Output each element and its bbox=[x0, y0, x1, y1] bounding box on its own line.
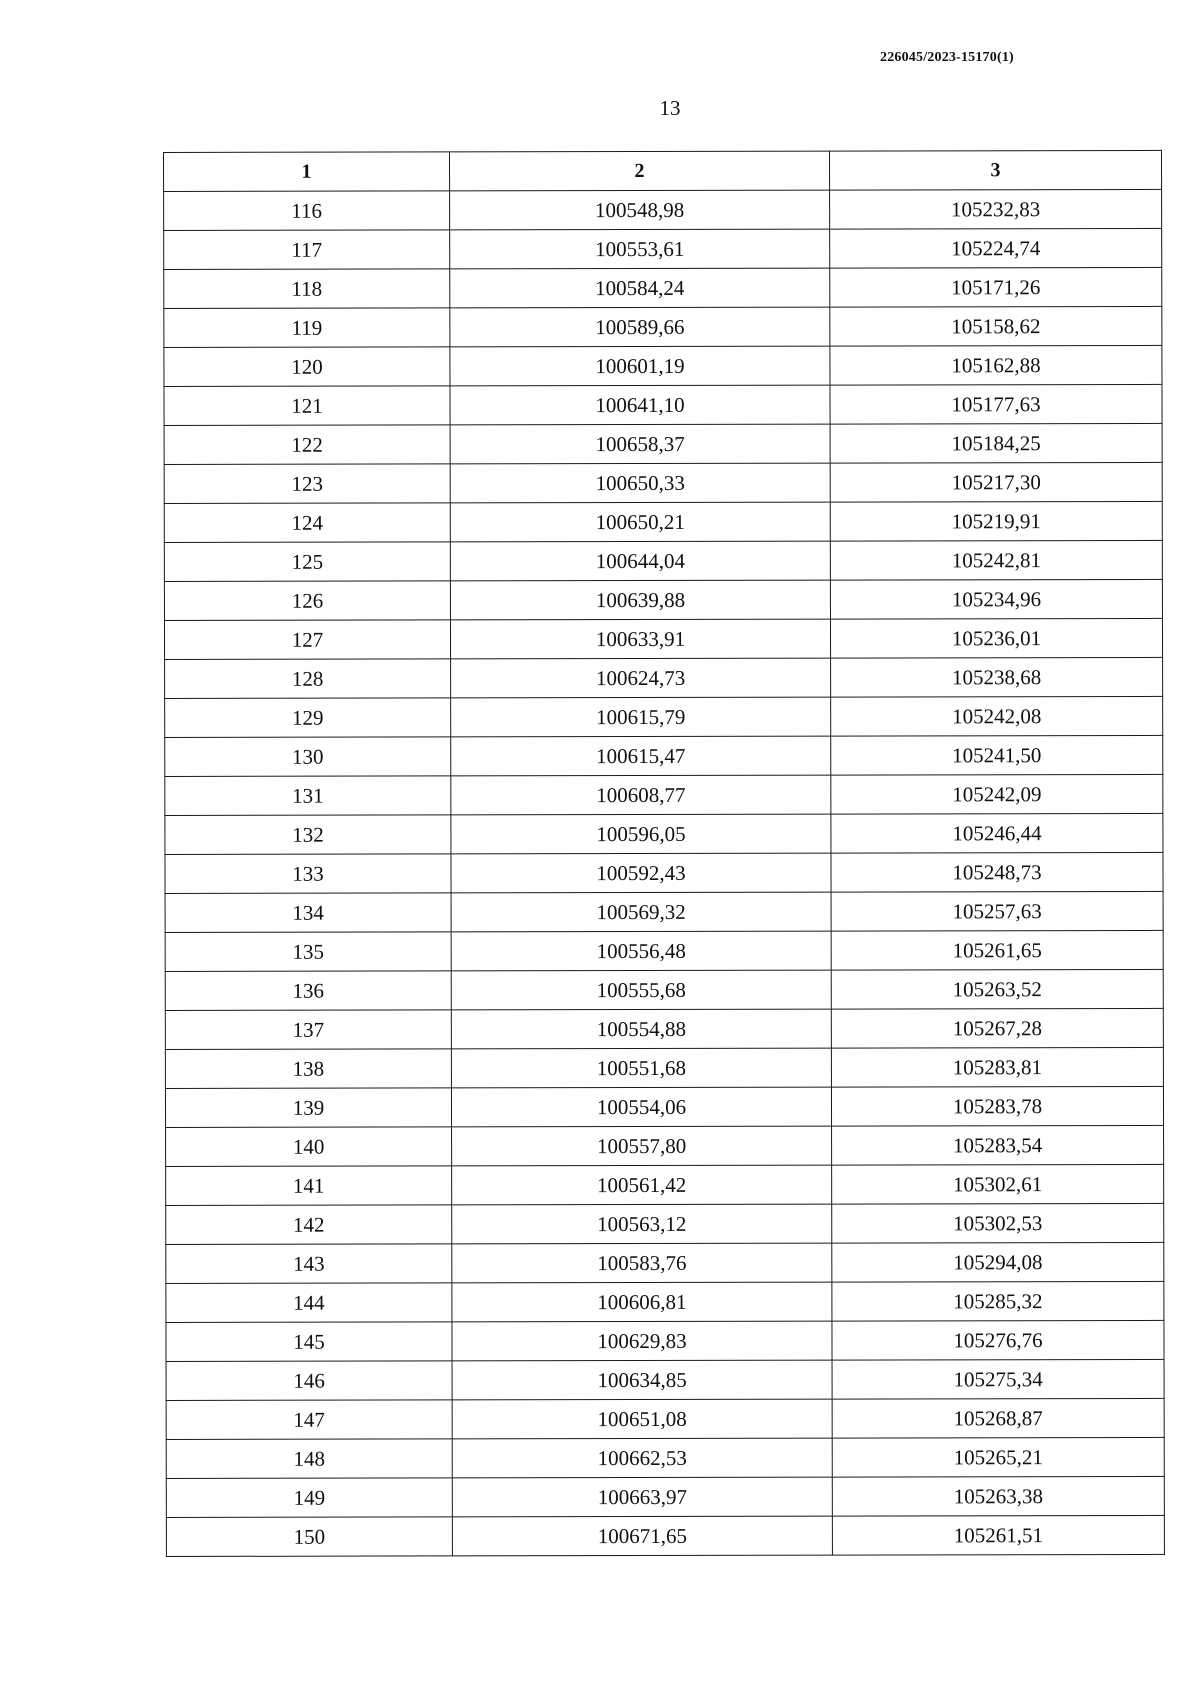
point-number-cell: 117 bbox=[164, 230, 450, 270]
table-row bbox=[164, 540, 1162, 581]
coordinate-x-cell: 100556,48 bbox=[451, 931, 831, 971]
coordinate-x-cell: 100624,73 bbox=[451, 658, 831, 698]
coordinate-x-cell: 100553,61 bbox=[450, 229, 830, 269]
table-row bbox=[166, 1320, 1164, 1361]
coordinate-y-cell: 105265,21 bbox=[832, 1437, 1164, 1477]
point-number-cell: 132 bbox=[165, 815, 451, 855]
table-row bbox=[165, 969, 1163, 1010]
coordinate-x-cell: 100629,83 bbox=[452, 1321, 832, 1361]
table-row bbox=[166, 1164, 1164, 1205]
page-number: 13 bbox=[659, 96, 681, 120]
table-row bbox=[165, 774, 1163, 815]
coordinate-y-cell: 105158,62 bbox=[830, 306, 1162, 346]
point-number-cell: 139 bbox=[165, 1088, 451, 1128]
coordinate-x-cell: 100658,37 bbox=[450, 424, 830, 464]
coordinate-x-cell: 100584,24 bbox=[450, 268, 830, 308]
point-number-cell: 124 bbox=[164, 503, 450, 543]
coordinate-x-cell: 100650,21 bbox=[450, 502, 830, 542]
table-row bbox=[166, 1281, 1164, 1322]
point-number-cell: 145 bbox=[166, 1322, 452, 1362]
coordinate-y-cell: 105261,65 bbox=[831, 930, 1163, 970]
coordinate-x-cell: 100589,66 bbox=[450, 307, 830, 347]
coordinate-x-cell: 100583,76 bbox=[452, 1243, 832, 1283]
table-header-row bbox=[164, 150, 1162, 191]
table-row bbox=[164, 579, 1162, 620]
coordinate-x-cell: 100644,04 bbox=[450, 541, 830, 581]
table-row bbox=[165, 657, 1163, 698]
coordinate-y-cell: 105241,50 bbox=[831, 735, 1163, 775]
coordinate-y-cell: 105263,38 bbox=[832, 1476, 1164, 1516]
coordinate-x-cell: 100554,06 bbox=[451, 1087, 831, 1127]
point-number-cell: 131 bbox=[165, 776, 451, 816]
coordinate-y-cell: 105263,52 bbox=[831, 969, 1163, 1009]
table-row bbox=[166, 1437, 1164, 1478]
coordinate-y-cell: 105285,32 bbox=[832, 1281, 1164, 1321]
point-number-cell: 118 bbox=[164, 269, 450, 309]
coordinate-x-cell: 100641,10 bbox=[450, 385, 830, 425]
coordinate-y-cell: 105219,91 bbox=[830, 501, 1162, 541]
point-number-cell: 119 bbox=[164, 308, 450, 348]
coordinate-x-cell: 100548,98 bbox=[450, 190, 830, 230]
coordinate-y-cell: 105302,61 bbox=[832, 1164, 1164, 1204]
coordinate-y-cell: 105283,54 bbox=[832, 1125, 1164, 1165]
point-number-cell: 150 bbox=[166, 1517, 452, 1557]
table-row bbox=[165, 891, 1163, 932]
coordinate-y-cell: 105283,78 bbox=[831, 1086, 1163, 1126]
coordinate-y-cell: 105162,88 bbox=[830, 345, 1162, 385]
table-row bbox=[165, 813, 1163, 854]
point-number-cell: 135 bbox=[165, 932, 451, 972]
coordinate-y-cell: 105177,63 bbox=[830, 384, 1162, 424]
point-number-cell: 138 bbox=[165, 1049, 451, 1089]
coordinate-x-cell: 100592,43 bbox=[451, 853, 831, 893]
table-row bbox=[164, 189, 1162, 230]
point-number-cell: 134 bbox=[165, 893, 451, 933]
point-number-cell: 137 bbox=[165, 1010, 451, 1050]
table-row bbox=[165, 696, 1163, 737]
table-row bbox=[165, 1086, 1163, 1127]
coordinate-y-cell: 105302,53 bbox=[832, 1203, 1164, 1243]
document-id: 226045/2023-15170(1) bbox=[880, 50, 1014, 65]
table-row bbox=[165, 735, 1163, 776]
coordinate-x-cell: 100634,85 bbox=[452, 1360, 832, 1400]
coordinate-y-cell: 105224,74 bbox=[830, 228, 1162, 268]
coordinate-y-cell: 105276,76 bbox=[832, 1320, 1164, 1360]
coordinate-x-cell: 100563,12 bbox=[452, 1204, 832, 1244]
coordinate-y-cell: 105294,08 bbox=[832, 1242, 1164, 1282]
table-row bbox=[164, 345, 1162, 386]
point-number-cell: 116 bbox=[164, 191, 450, 231]
point-number-cell: 146 bbox=[166, 1361, 452, 1401]
table-row bbox=[165, 930, 1163, 971]
point-number-cell: 130 bbox=[165, 737, 451, 777]
table-row bbox=[164, 501, 1162, 542]
coordinate-x-cell: 100639,88 bbox=[450, 580, 830, 620]
coordinate-x-cell: 100633,91 bbox=[450, 619, 830, 659]
coordinate-x-cell: 100615,79 bbox=[451, 697, 831, 737]
coordinate-y-cell: 105257,63 bbox=[831, 891, 1163, 931]
point-number-cell: 147 bbox=[166, 1400, 452, 1440]
table-row bbox=[164, 618, 1162, 659]
coordinate-x-cell: 100671,65 bbox=[452, 1516, 832, 1556]
coordinate-x-cell: 100608,77 bbox=[451, 775, 831, 815]
table-row bbox=[166, 1359, 1164, 1400]
coordinate-y-cell: 105275,34 bbox=[832, 1359, 1164, 1399]
coordinate-y-cell: 105171,26 bbox=[830, 267, 1162, 307]
coordinate-x-cell: 100615,47 bbox=[451, 736, 831, 776]
table-row bbox=[166, 1515, 1164, 1556]
coordinate-x-cell: 100606,81 bbox=[452, 1282, 832, 1322]
table-row bbox=[165, 1047, 1163, 1088]
point-number-cell: 127 bbox=[164, 620, 450, 660]
point-number-cell: 126 bbox=[164, 581, 450, 621]
coordinate-y-cell: 105242,81 bbox=[830, 540, 1162, 580]
point-number-cell: 129 bbox=[165, 698, 451, 738]
point-number-cell: 123 bbox=[164, 464, 450, 504]
coordinate-y-cell: 105248,73 bbox=[831, 852, 1163, 892]
coordinate-y-cell: 105234,96 bbox=[830, 579, 1162, 619]
coordinate-y-cell: 105246,44 bbox=[831, 813, 1163, 853]
point-number-cell: 142 bbox=[166, 1205, 452, 1245]
coordinate-y-cell: 105217,30 bbox=[830, 462, 1162, 502]
point-number-cell: 136 bbox=[165, 971, 451, 1011]
table-row bbox=[164, 228, 1162, 269]
coordinate-x-cell: 100650,33 bbox=[450, 463, 830, 503]
coordinate-x-cell: 100557,80 bbox=[452, 1126, 832, 1166]
table-row bbox=[166, 1203, 1164, 1244]
coordinate-x-cell: 100561,42 bbox=[452, 1165, 832, 1205]
coordinate-y-cell: 105236,01 bbox=[830, 618, 1162, 658]
table-row bbox=[165, 852, 1163, 893]
table-row bbox=[166, 1242, 1164, 1283]
coordinate-x-cell: 100555,68 bbox=[451, 970, 831, 1010]
table-body bbox=[164, 189, 1165, 1556]
coordinate-x-cell: 100596,05 bbox=[451, 814, 831, 854]
point-number-cell: 120 bbox=[164, 347, 450, 387]
coordinates-table bbox=[163, 150, 1165, 1557]
table-row bbox=[166, 1398, 1164, 1439]
coordinate-y-cell: 105242,09 bbox=[831, 774, 1163, 814]
coordinate-y-cell: 105242,08 bbox=[831, 696, 1163, 736]
point-number-cell: 140 bbox=[166, 1127, 452, 1167]
coordinate-x-cell: 100551,68 bbox=[451, 1048, 831, 1088]
point-number-cell: 149 bbox=[166, 1478, 452, 1518]
table-row bbox=[164, 267, 1162, 308]
column-header-2: 2 bbox=[450, 151, 830, 191]
table-row bbox=[164, 306, 1162, 347]
point-number-cell: 141 bbox=[166, 1166, 452, 1206]
table-row bbox=[166, 1476, 1164, 1517]
point-number-cell: 121 bbox=[164, 386, 450, 426]
point-number-cell: 133 bbox=[165, 854, 451, 894]
point-number-cell: 125 bbox=[164, 542, 450, 582]
table-row bbox=[164, 384, 1162, 425]
point-number-cell: 148 bbox=[166, 1439, 452, 1479]
point-number-cell: 143 bbox=[166, 1244, 452, 1284]
point-number-cell: 144 bbox=[166, 1283, 452, 1323]
coordinate-y-cell: 105232,83 bbox=[830, 189, 1162, 229]
point-number-cell: 128 bbox=[165, 659, 451, 699]
table-row bbox=[165, 1008, 1163, 1049]
coordinate-x-cell: 100662,53 bbox=[452, 1438, 832, 1478]
coordinate-x-cell: 100601,19 bbox=[450, 346, 830, 386]
coordinate-x-cell: 100554,88 bbox=[451, 1009, 831, 1049]
coordinate-y-cell: 105184,25 bbox=[830, 423, 1162, 463]
coordinate-y-cell: 105267,28 bbox=[831, 1008, 1163, 1048]
point-number-cell: 122 bbox=[164, 425, 450, 465]
coordinate-x-cell: 100651,08 bbox=[452, 1399, 832, 1439]
column-header-3: 3 bbox=[829, 150, 1161, 190]
coordinate-y-cell: 105238,68 bbox=[831, 657, 1163, 697]
column-header-1: 1 bbox=[164, 152, 450, 192]
coordinate-x-cell: 100663,97 bbox=[452, 1477, 832, 1517]
coordinate-y-cell: 105268,87 bbox=[832, 1398, 1164, 1438]
coordinate-y-cell: 105261,51 bbox=[832, 1515, 1164, 1555]
table-row bbox=[164, 423, 1162, 464]
table-row bbox=[164, 462, 1162, 503]
coordinate-y-cell: 105283,81 bbox=[831, 1047, 1163, 1087]
coordinate-x-cell: 100569,32 bbox=[451, 892, 831, 932]
table-row bbox=[166, 1125, 1164, 1166]
